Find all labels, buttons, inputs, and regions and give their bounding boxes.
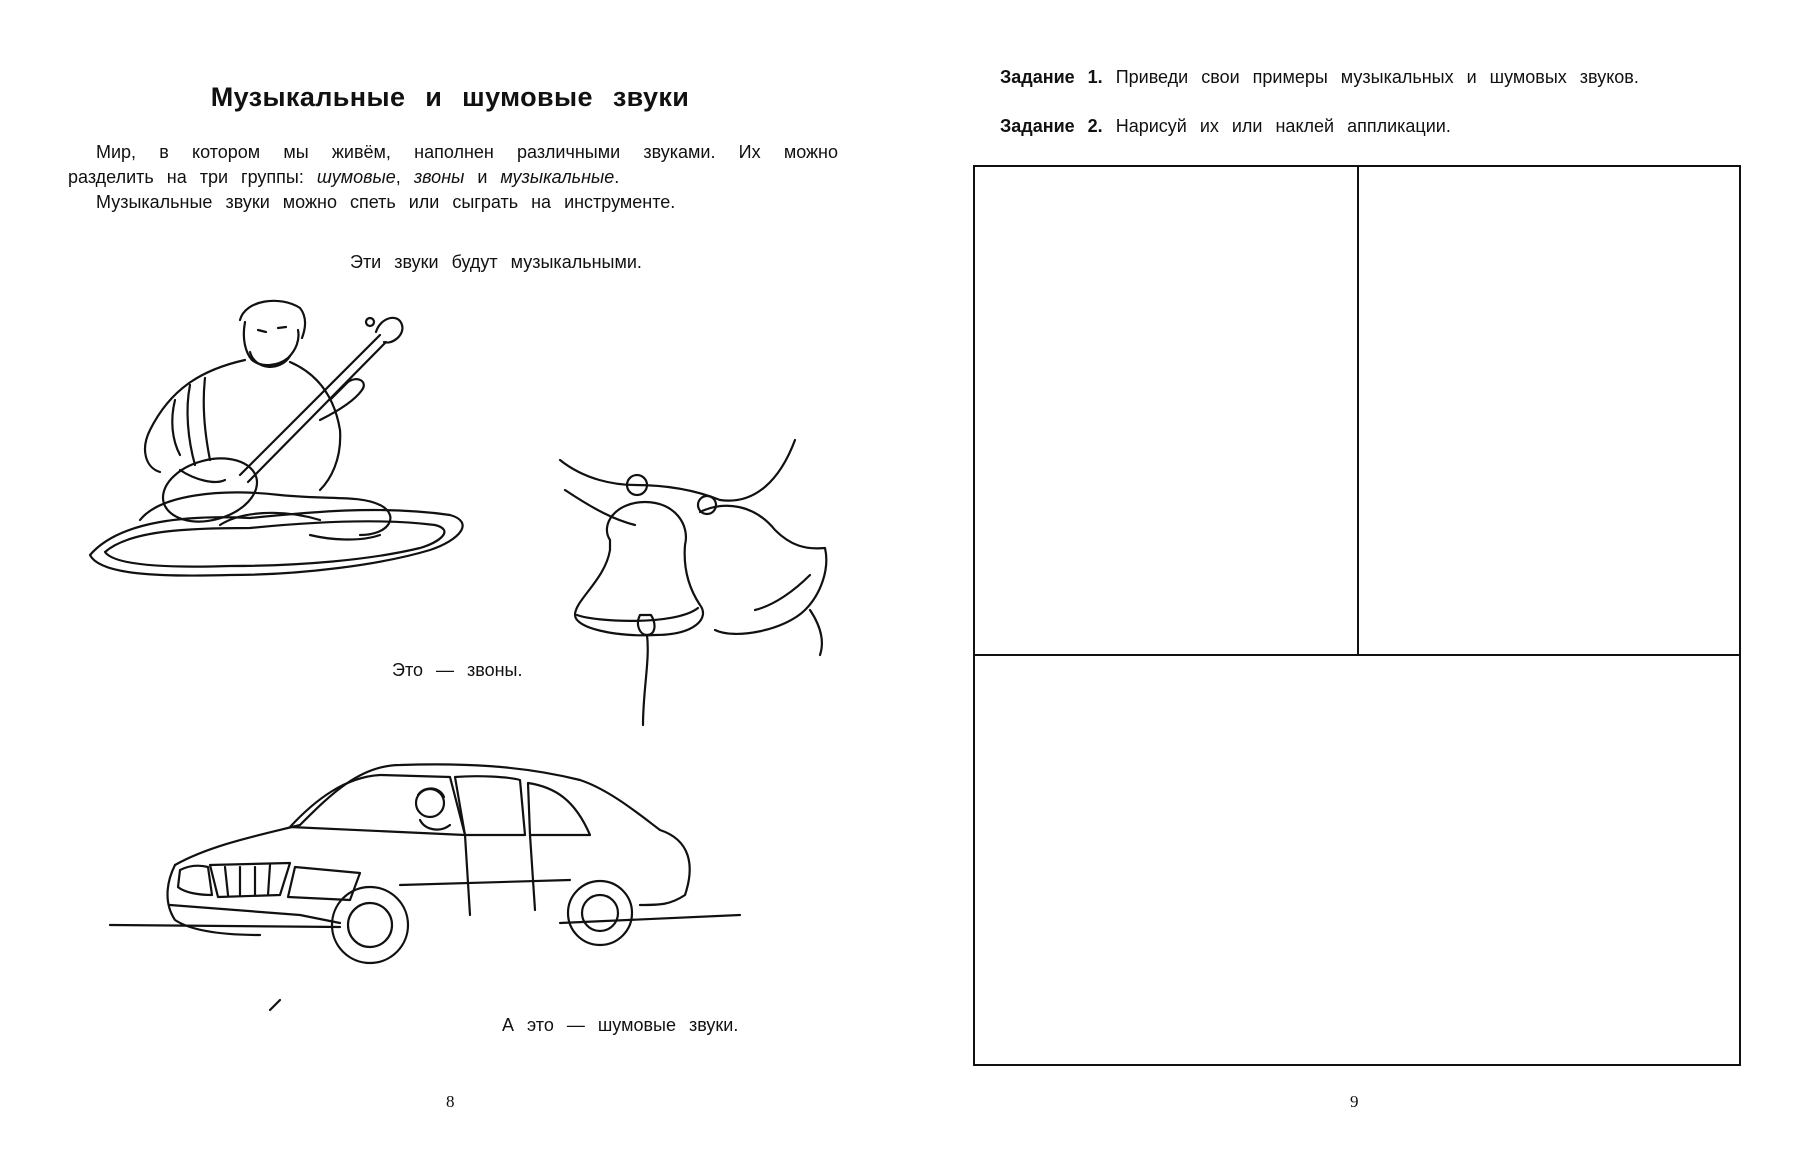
task-2 bbox=[1000, 116, 1451, 137]
intro-text bbox=[68, 140, 838, 215]
intro-text-end: . bbox=[614, 167, 620, 187]
intro-paragraph-1 bbox=[68, 140, 838, 190]
caption-bells: Это — звоны. bbox=[392, 660, 523, 680]
group-bells: звоны bbox=[413, 167, 465, 187]
task-1-text: Приведи свои примеры музыкальных и шумовых звуков. bbox=[1102, 67, 1639, 87]
intro-paragraph-2: Музыкальные звуки можно спеть или сыграть на инструменте. bbox=[96, 192, 676, 212]
group-music: музыкальные bbox=[500, 167, 615, 187]
page-number-right: 9 bbox=[1350, 1092, 1359, 1111]
drawing-divider-horizontal bbox=[975, 654, 1739, 656]
caption-music: Эти звуки будут музыкальными. bbox=[350, 252, 642, 272]
task-2-text: Нарисуй их или наклей аппликации. bbox=[1102, 116, 1451, 136]
car-illustration bbox=[100, 755, 750, 1015]
bells-illustration bbox=[555, 430, 845, 730]
caption-noise: А это — шумовые звуки. bbox=[502, 1015, 739, 1035]
group-noise: шумовые bbox=[316, 167, 396, 187]
drawing-divider-vertical bbox=[1357, 167, 1359, 654]
task-1 bbox=[1000, 67, 1639, 88]
right-page bbox=[900, 0, 1800, 1170]
task-1-label: Задание 1. bbox=[1000, 67, 1103, 87]
intro-separator: и bbox=[464, 167, 501, 187]
page-number-left: 8 bbox=[446, 1092, 455, 1111]
task-2-label: Задание 2. bbox=[1000, 116, 1103, 136]
drawing-area[interactable] bbox=[973, 165, 1741, 1066]
musician-illustration bbox=[80, 290, 480, 590]
intro-separator: , bbox=[395, 167, 414, 187]
intro-text-start: Мир, в котором мы живём, наполнен различными звуками. Их можно разделить на три группы: bbox=[68, 142, 838, 187]
page-title: Музыкальные и шумовые звуки bbox=[210, 82, 690, 112]
